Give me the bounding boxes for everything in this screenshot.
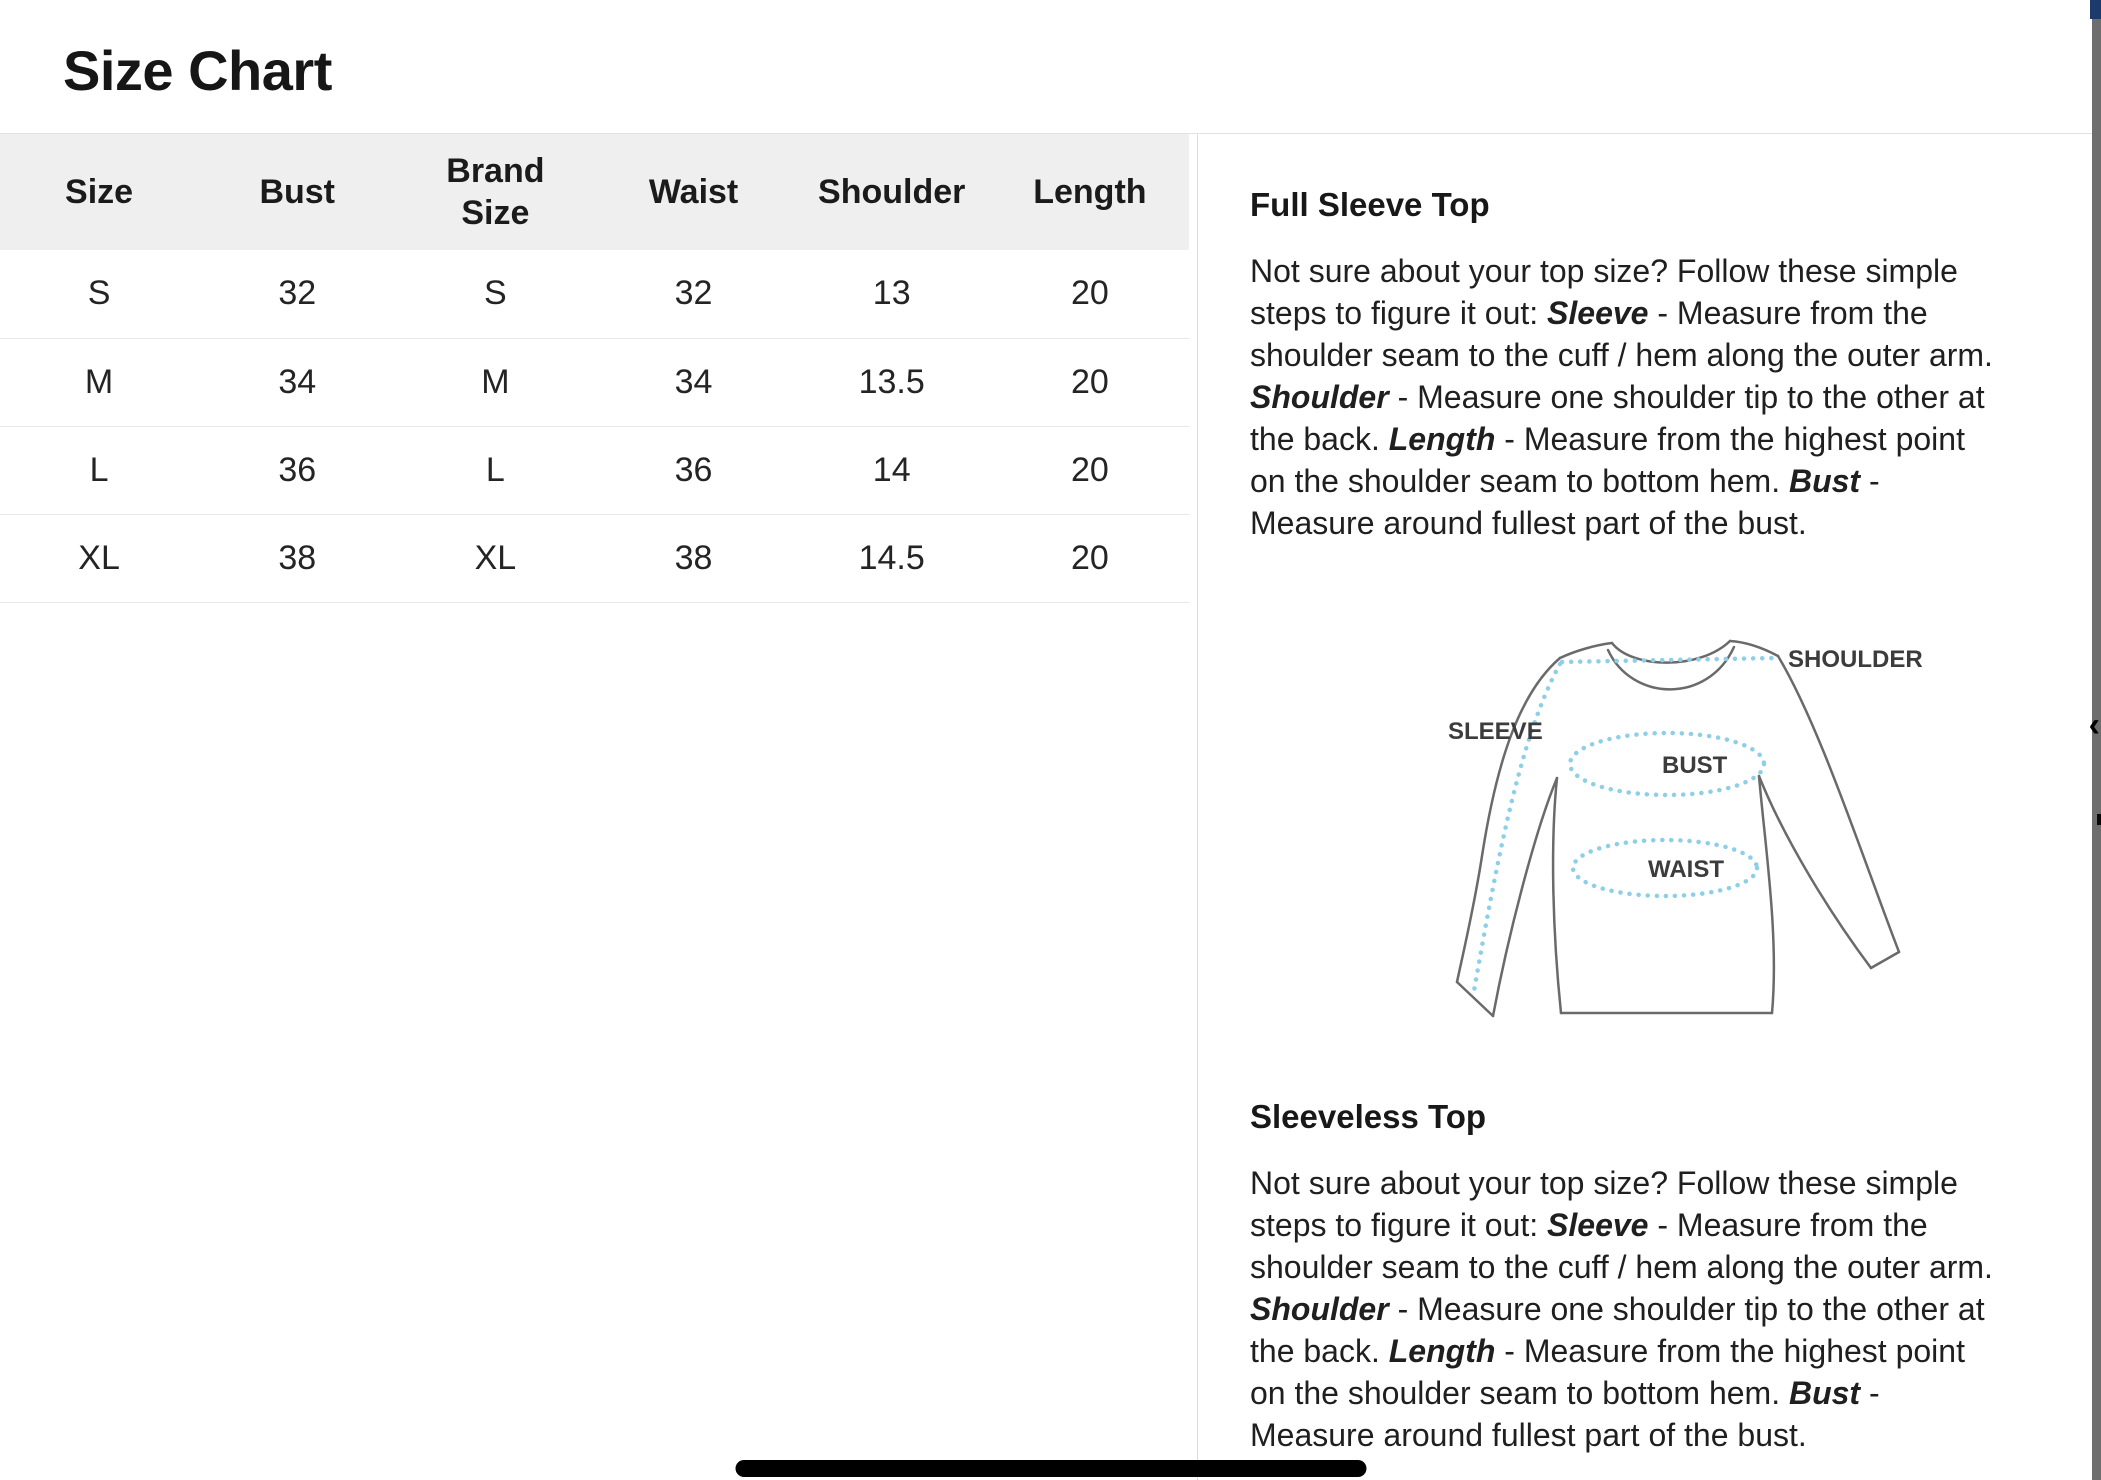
measurement-instructions-full-sleeve: Not sure about your top size? Follow these simple steps to figure it out: Sleeve - Measure from the shoulder seam to the cuff / hem along the outer arm. Shoulder - Measure one shoulder tip to the other at the back. Length - Measure from the highest point on the shoulder seam to bottom hem. Bust - Measure around fullest part of the bust. [1250, 253, 1993, 541]
measurement-guides [1474, 658, 1776, 991]
table-cell: S [87, 274, 111, 313]
shoulder-label: SHOULDER [1788, 646, 1923, 673]
column-header-bust: Bust [259, 172, 336, 211]
table-cell: 32 [674, 274, 713, 313]
table-cell: L [89, 450, 109, 489]
section-heading-full-sleeve-top: Full Sleeve Top [1250, 186, 1490, 223]
table-row-m [0, 338, 1189, 426]
size-table-body [0, 250, 1189, 602]
size-table-pane [0, 134, 1197, 1480]
bust-label: BUST [1662, 752, 1728, 779]
table-cell: XL [474, 538, 517, 577]
table-row-s [0, 250, 1189, 338]
size-table-header [0, 134, 1189, 250]
table-row-xl [0, 514, 1189, 602]
column-header-size: Size [65, 172, 134, 211]
table-cell: M [481, 362, 510, 401]
table-cell: 34 [674, 362, 713, 401]
size-table [0, 134, 1189, 603]
column-header-brand-size: Brand Size [446, 151, 545, 232]
table-cell: 36 [278, 450, 317, 489]
page-title: Size Chart [63, 39, 332, 102]
column-header-shoulder: Shoulder [818, 172, 966, 211]
table-cell: 13.5 [858, 362, 925, 401]
section-heading-sleeveless-top: Sleeveless Top [1250, 1098, 1487, 1135]
garment-outline [1457, 641, 1899, 1016]
table-cell: 20 [1070, 450, 1109, 489]
table-cell: XL [78, 538, 120, 577]
table-cell: M [84, 362, 114, 401]
table-cell: 13 [872, 274, 911, 313]
table-cell: 20 [1070, 538, 1109, 577]
table-cell: 34 [278, 362, 317, 401]
edge-mark [2097, 814, 2101, 825]
column-header-length: Length [1033, 172, 1147, 211]
column-header-waist: Waist [648, 172, 739, 211]
table-cell: 14 [872, 450, 911, 489]
measurement-info-pane [1198, 134, 2092, 1480]
title-bar [0, 0, 2101, 133]
waist-label: WAIST [1648, 856, 1724, 883]
table-cell: 20 [1070, 274, 1109, 313]
table-cell: L [485, 450, 505, 489]
window-edge-accent [2090, 0, 2101, 19]
content-area [0, 133, 2092, 1480]
garment-measurement-diagram [1400, 606, 1960, 1026]
table-cell: 36 [674, 450, 713, 489]
measurement-instructions-sleeveless: Not sure about your top size? Follow these simple steps to figure it out: Sleeve - Measure from the shoulder seam to the cuff / hem along the outer arm. Shoulder - Measure one shoulder tip to the other at the back. Length - Measure from the highest point on the shoulder seam to bottom hem. Bust - Measure around fullest part of the bust. [1250, 1165, 1993, 1453]
table-cell: 20 [1070, 362, 1109, 401]
table-cell: 38 [674, 538, 713, 577]
sleeve-label: SLEEVE [1448, 718, 1543, 745]
table-cell: 32 [278, 274, 317, 313]
table-cell: 38 [278, 538, 317, 577]
header-row [0, 134, 1189, 250]
table-cell: 14.5 [858, 538, 925, 577]
table-row-l [0, 426, 1189, 514]
long-sleeve-top-diagram [1400, 606, 1960, 1026]
home-indicator-bar[interactable] [735, 1460, 1366, 1477]
edge-chevron-icon: ‹ [2088, 706, 2100, 744]
table-cell: S [484, 274, 507, 313]
